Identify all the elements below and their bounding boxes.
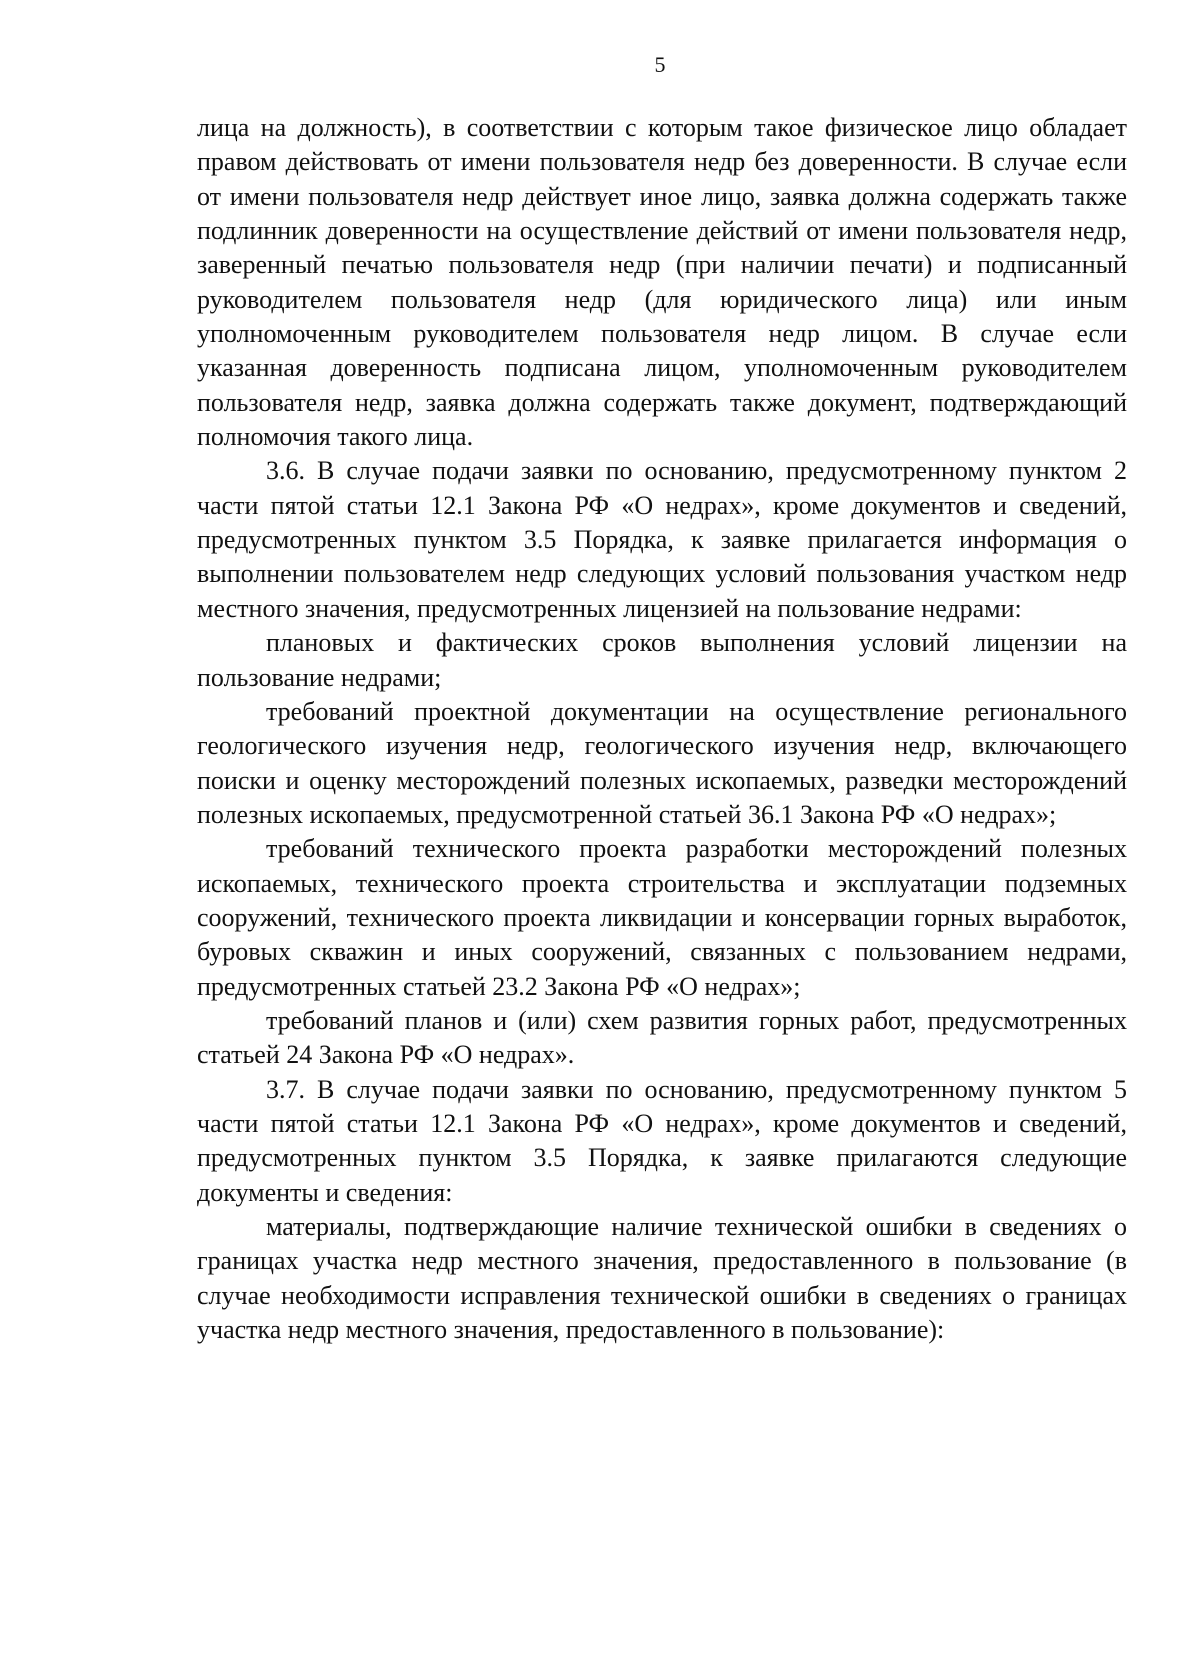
paragraph-3-7: 3.7. В случае подачи заявки по основанию, предусмотренному пунктом 5 части пятой статьи 12.1 Закона РФ «О недрах», кроме документов и сведений, предусмотренных пунктом 3.5 Порядка, к заявке прилагаются следующие документы и сведения: [197, 1074, 1127, 1207]
list-item-planned-deadlines: плановых и фактических сроков выполнения условий лицензии на пользование недрами; [197, 628, 1127, 692]
page-number: 5 [654, 52, 666, 77]
list-item-project-documentation: требований проектной документации на осуществление регионального геологического изучения недр, геологического изучения недр, включающего поиски и оценку месторождений полезных ископаемых, разведки месторождений полезных ископаемых, предусмотренной статьей 36.1 Закона РФ «О недрах»; [197, 696, 1127, 829]
paragraph-3-6: 3.6. В случае подачи заявки по основанию, предусмотренному пунктом 2 части пятой статьи 12.1 Закона РФ «О недрах», кроме документов и сведений, предусмотренных пунктом 3.5 Порядка, к заявке прилагается информация о выполнении пользователем недр следующих условий пользования участком недр местного значения, предусмотренных лицензией на пользование недрами: [197, 456, 1127, 623]
list-item-technical-project: требований технического проекта разработки месторождений полезных ископаемых, технического проекта строительства и эксплуатации подземных сооружений, технического проекта ликвидации и консервации горных выработок, буровых скважин и иных сооружений, связанных с пользованием недрами, предусмотренных статьей 23.2 Закона РФ «О недрах»; [197, 834, 1127, 1001]
paragraph-continuation: лица на должность), в соответствии с которым такое физическое лицо обладает правом действовать от имени пользователя недр без доверенности. В случае если от имени пользователя недр действует иное лицо, заявка должна содержать также подлинник доверенности на осуществление действий от имени пользователя недр, заверенный печатью пользователя недр (при наличии печати) и подписанный руководителем пользователя недр (для юридического лица) или иным уполномоченным руководителем пользователя недр лицом. В случае если указанная доверенность подписана лицом, уполномоченным руководителем пользователя недр, заявка должна содержать также документ, подтверждающий полномочия такого лица. [197, 113, 1127, 452]
document-body [197, 111, 1127, 1347]
list-item-mining-plans: требований планов и (или) схем развития горных работ, предусмотренных статьей 24 Закона РФ «О недрах». [197, 1005, 1127, 1070]
list-item-technical-error-materials: материалы, подтверждающие наличие технической ошибки в сведениях о границах участка недр местного значения, предоставленного в пользование (в случае необходимости исправления технической ошибки в сведениях о границах участка недр местного значения, предоставленного в пользование): [197, 1212, 1127, 1345]
